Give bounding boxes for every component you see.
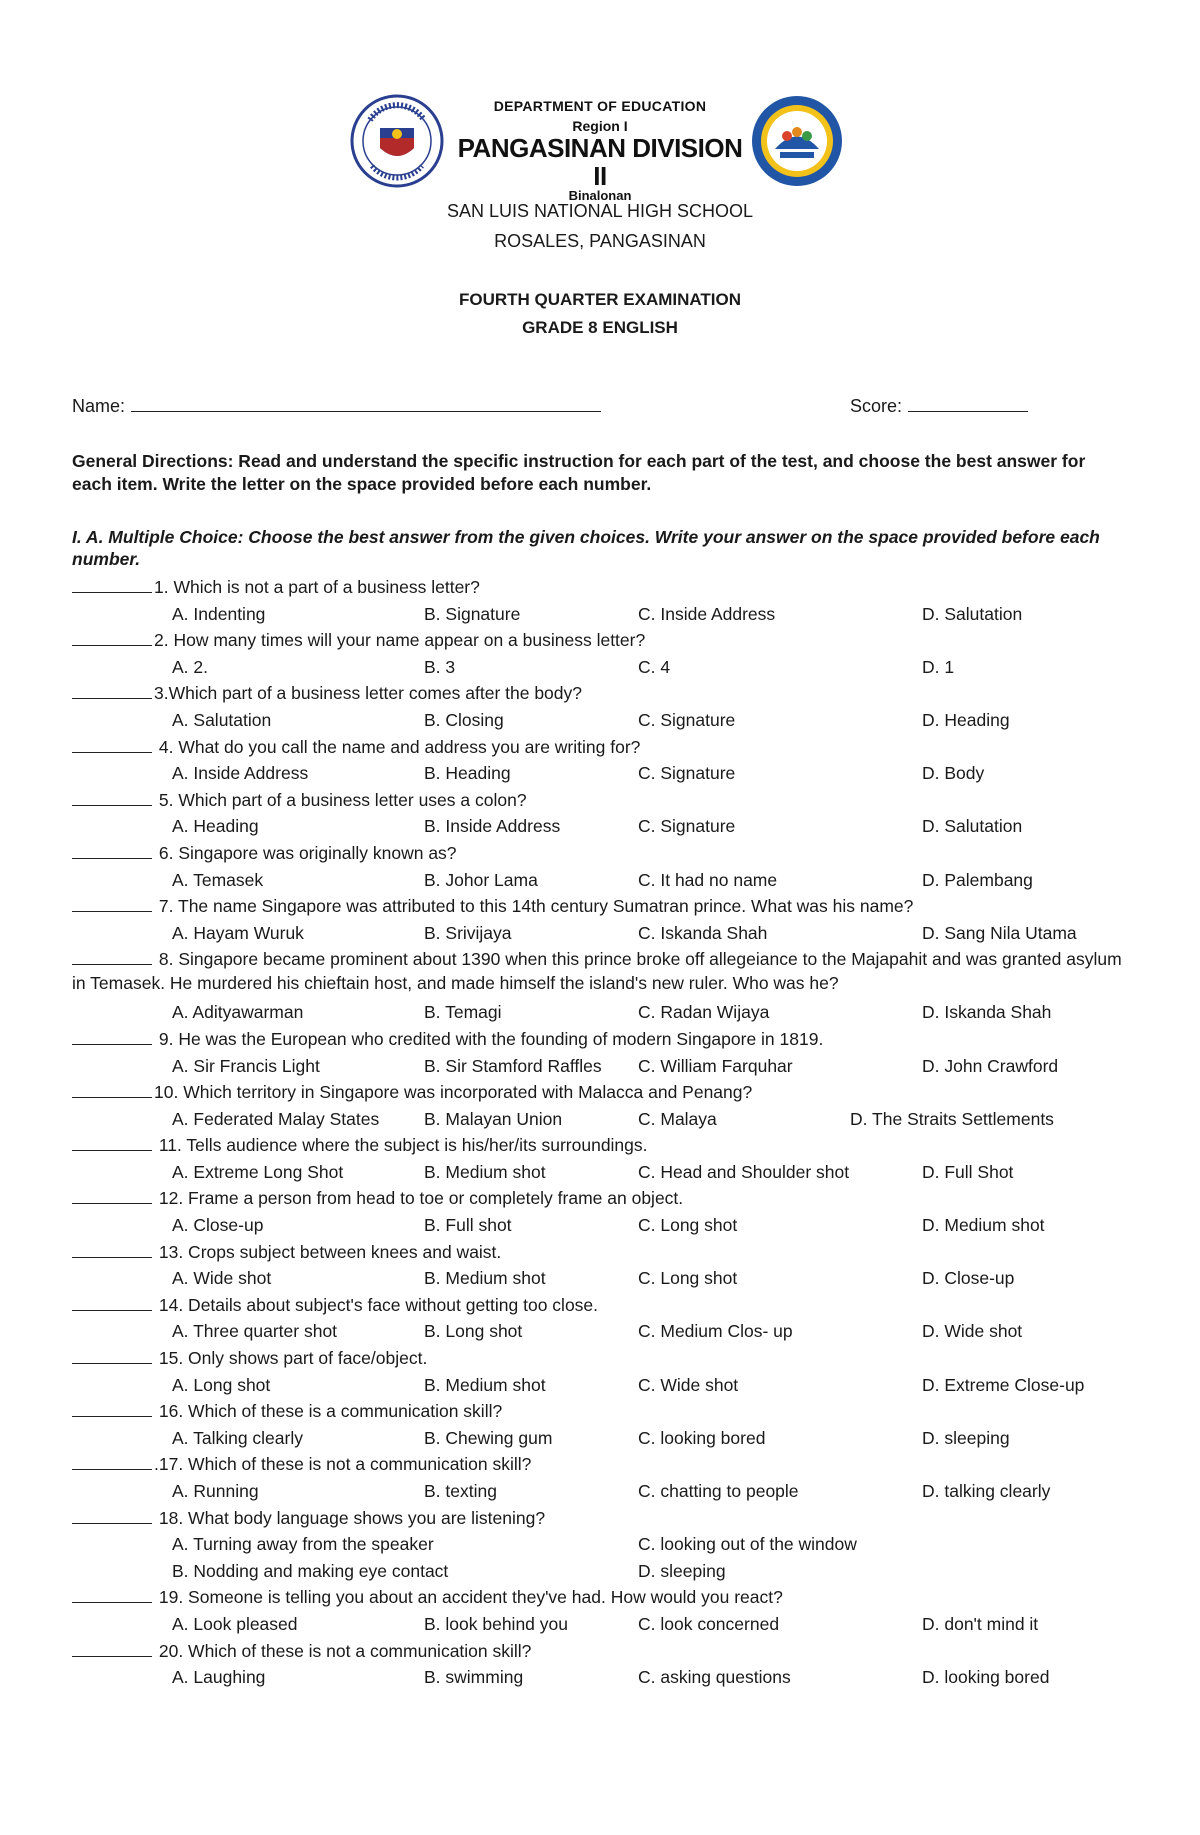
- department-name: DEPARTMENT OF EDUCATION: [493, 98, 707, 114]
- section-title: I. A. Multiple Choice: Choose the best answer from the given choices. Write your answer on the space provided before each number.: [72, 527, 1100, 569]
- option-d: D. Wide shot: [922, 1321, 1023, 1342]
- option-d: D. looking bored: [922, 1667, 1050, 1688]
- options-row: [72, 654, 1132, 681]
- option-a: A. 2.: [172, 656, 208, 677]
- option-b: B. Johor Lama: [424, 869, 538, 890]
- question-item: [72, 574, 1132, 601]
- option-d: D. sleeping: [922, 1427, 1010, 1448]
- region-name: Region I: [572, 118, 628, 134]
- answer-blank[interactable]: [72, 1239, 152, 1258]
- option-c: C. looking bored: [638, 1427, 766, 1448]
- question-text: 16. Which of these is a communication skill?: [154, 1401, 503, 1422]
- deped-seal-icon: [350, 94, 444, 188]
- option-c: C. Radan Wijaya: [638, 1002, 770, 1023]
- question-text: 19. Someone is telling you about an accident they've had. How would you react?: [154, 1587, 783, 1608]
- question-text: 20. Which of these is not a communication skill?: [154, 1640, 532, 1661]
- answer-blank[interactable]: [72, 1584, 152, 1603]
- option-c: C. Head and Shoulder shot: [638, 1161, 850, 1182]
- answer-blank[interactable]: [72, 1505, 152, 1524]
- options-row: [72, 1664, 1132, 1691]
- question-item: [72, 1239, 1132, 1266]
- question-text: 18. What body language shows you are listening?: [154, 1507, 546, 1528]
- answer-blank[interactable]: [72, 893, 152, 912]
- option-d: D. Full Shot: [922, 1161, 1014, 1182]
- town-name: Binalonan: [568, 188, 632, 203]
- question-text: 4. What do you call the name and address you are writing for?: [154, 736, 641, 757]
- answer-blank[interactable]: [72, 840, 152, 859]
- option-a: A. Turning away from the speaker: [172, 1534, 434, 1555]
- answer-blank[interactable]: [72, 1451, 152, 1470]
- option-d: D. talking clearly: [922, 1481, 1051, 1501]
- answer-blank[interactable]: [72, 680, 152, 699]
- options-row: [72, 1611, 1132, 1638]
- options-row: [72, 601, 1132, 628]
- option-b: B. Temagi: [424, 1002, 502, 1023]
- option-c: C. Malaya: [638, 1108, 717, 1129]
- option-a: A. Look pleased: [172, 1613, 298, 1634]
- question-item: [72, 1584, 1132, 1611]
- options-row: [72, 1212, 1132, 1239]
- option-c: C. looking out of the window: [638, 1534, 857, 1555]
- option-b: B. Chewing gum: [424, 1427, 553, 1448]
- answer-blank[interactable]: [72, 1292, 152, 1311]
- option-d: D. Iskanda Shah: [922, 1002, 1052, 1023]
- question-item: [72, 1132, 1132, 1159]
- question-text: 8. Singapore became prominent about 1390 when this prince broke off allegeiance to the Majapahit and was granted asylum in Temasek. He murdered his chieftain host, and made himself the island's new ruler. Who was he?: [72, 949, 1122, 994]
- options-row: [72, 867, 1132, 894]
- option-b: B. Nodding and making eye contact: [172, 1560, 449, 1581]
- options-row: [72, 1053, 1132, 1080]
- option-c: C. Long shot: [638, 1268, 738, 1289]
- option-b: B. look behind you: [424, 1613, 568, 1634]
- option-b: B. Closing: [424, 709, 504, 730]
- question-item: [72, 1638, 1132, 1665]
- options-row: [72, 1425, 1132, 1452]
- option-b: B. texting: [424, 1481, 497, 1501]
- options-row: [72, 1478, 1132, 1505]
- option-a: A. Wide shot: [172, 1268, 272, 1289]
- question-item: [72, 1079, 1132, 1106]
- options-row: [72, 707, 1132, 734]
- option-b: B. 3: [424, 656, 456, 677]
- option-a: A. Extreme Long Shot: [172, 1161, 344, 1182]
- question-item: [72, 1451, 1132, 1478]
- option-a: A. Inside Address: [172, 763, 309, 784]
- option-a: A. Adityawarman: [172, 1002, 304, 1023]
- answer-blank[interactable]: [72, 1185, 152, 1204]
- options-row: [72, 813, 1132, 840]
- question-text: 6. Singapore was originally known as?: [154, 842, 457, 863]
- answer-blank[interactable]: [72, 1026, 152, 1045]
- question-text: 1. Which is not a part of a business letter?: [154, 577, 480, 597]
- option-b: B. Medium shot: [424, 1374, 546, 1395]
- option-d: D. Sang Nila Utama: [922, 922, 1077, 943]
- option-d: D. Palembang: [922, 869, 1033, 890]
- option-c: C. It had no name: [638, 869, 778, 890]
- answer-blank[interactable]: [72, 787, 152, 806]
- score-label: Score:: [850, 396, 903, 416]
- division-name: PANGASINAN DIVISION II: [457, 133, 743, 191]
- general-directions: General Directions: Read and understand the specific instruction for each part of the test, and choose the best answer for each item. Write the letter on the space provided before each number.: [72, 451, 1086, 494]
- answer-blank[interactable]: [72, 734, 152, 753]
- answer-blank[interactable]: [72, 1398, 152, 1417]
- option-c: C. William Farquhar: [638, 1055, 793, 1076]
- answer-blank[interactable]: [72, 1345, 152, 1364]
- option-a: A. Three quarter shot: [172, 1321, 338, 1342]
- option-d: D. Salutation: [922, 816, 1023, 837]
- option-b: B. Malayan Union: [424, 1108, 563, 1129]
- question-text: 2. How many times will your name appear on a business letter?: [154, 630, 646, 651]
- option-b: B. Inside Address: [424, 816, 561, 837]
- question-item: [72, 680, 1132, 707]
- option-d: D. don't mind it: [922, 1613, 1039, 1634]
- question-text: 14. Details about subject's face without getting too close.: [154, 1294, 599, 1315]
- option-c: C. Medium Clos- up: [638, 1321, 793, 1342]
- option-d: D. Close-up: [922, 1268, 1015, 1289]
- question-item: [72, 840, 1132, 867]
- option-d: D. Heading: [922, 709, 1010, 730]
- option-d: D. Medium shot: [922, 1215, 1045, 1236]
- option-d: D. John Crawford: [922, 1055, 1059, 1076]
- name-field: [72, 396, 601, 417]
- question-item: [72, 1026, 1132, 1053]
- question-text: 11. Tells audience where the subject is his/her/its surroundings.: [154, 1135, 648, 1156]
- option-c: C. 4: [638, 656, 671, 677]
- question-item: [72, 1292, 1132, 1319]
- options-row: [72, 1265, 1132, 1292]
- options-row: [72, 760, 1132, 787]
- option-b: B. swimming: [424, 1667, 524, 1688]
- school-name: SAN LUIS NATIONAL HIGH SCHOOL: [446, 201, 754, 221]
- answer-blank[interactable]: [72, 946, 152, 965]
- option-a: A. Sir Francis Light: [172, 1055, 320, 1076]
- options-row: [72, 1372, 1132, 1399]
- option-a: A. Indenting: [172, 603, 266, 624]
- option-d: D. Body: [922, 763, 985, 784]
- question-text: 9. He was the European who credited with the founding of modern Singapore in 1819.: [154, 1028, 824, 1049]
- option-b: B. Sir Stamford Raffles: [424, 1055, 602, 1076]
- answer-blank[interactable]: [72, 1638, 152, 1657]
- option-a: A. Running: [172, 1481, 259, 1501]
- option-a: A. Federated Malay States: [172, 1108, 380, 1129]
- option-c: C. asking questions: [638, 1667, 791, 1688]
- option-c: C. chatting to people: [638, 1481, 799, 1501]
- department-heading: [450, 98, 750, 203]
- options-row: [72, 1531, 1132, 1558]
- option-d: D. 1: [922, 656, 955, 677]
- option-b: B. Full shot: [424, 1215, 512, 1236]
- option-a: A. Long shot: [172, 1374, 271, 1395]
- options-row: [72, 1558, 1132, 1585]
- option-a: A. Laughing: [172, 1667, 266, 1688]
- option-a: A. Close-up: [172, 1215, 264, 1236]
- option-d: D. The Straits Settlements: [850, 1108, 1054, 1129]
- option-d: D. Salutation: [922, 603, 1023, 624]
- exam-title: FOURTH QUARTER EXAMINATION: [458, 290, 742, 309]
- name-blank[interactable]: [131, 397, 601, 412]
- answer-blank[interactable]: [72, 1132, 152, 1151]
- name-label: Name:: [72, 396, 126, 416]
- question-item: [72, 787, 1132, 814]
- option-b: B. Signature: [424, 603, 521, 624]
- question-text: 10. Which territory in Singapore was incorporated with Malacca and Penang?: [154, 1082, 753, 1103]
- question-text: .17. Which of these is not a communication skill?: [154, 1454, 532, 1475]
- question-text: 7. The name Singapore was attributed to this 14th century Sumatran prince. What was his name?: [154, 896, 914, 917]
- answer-blank[interactable]: [72, 1079, 152, 1098]
- options-row: [72, 999, 1132, 1026]
- option-a: A. Talking clearly: [172, 1427, 303, 1448]
- option-c: C. Long shot: [638, 1215, 738, 1236]
- options-row: [72, 1318, 1132, 1345]
- question-item: [72, 1505, 1132, 1532]
- option-b: B. Medium shot: [424, 1268, 546, 1289]
- question-item: [72, 893, 1132, 920]
- score-field: [850, 396, 1028, 417]
- option-d: D. Extreme Close-up: [922, 1374, 1085, 1395]
- question-text: 12. Frame a person from head to toe or completely frame an object.: [154, 1188, 684, 1209]
- option-a: A. Temasek: [172, 869, 264, 890]
- option-c: C. Iskanda Shah: [638, 922, 768, 943]
- option-b: B. Heading: [424, 763, 511, 784]
- question-text: 15. Only shows part of face/object.: [154, 1348, 428, 1369]
- option-c: C. look concerned: [638, 1613, 780, 1634]
- option-c: C. Wide shot: [638, 1374, 739, 1395]
- option-b: B. Medium shot: [424, 1161, 546, 1182]
- question-text: 3.Which part of a business letter comes after the body?: [154, 683, 582, 704]
- question-list: [72, 574, 1132, 1691]
- answer-blank[interactable]: [72, 574, 152, 593]
- exam-grade: GRADE 8 ENGLISH: [522, 318, 678, 337]
- options-row: [72, 1159, 1132, 1186]
- options-row: [72, 920, 1132, 947]
- school-address: ROSALES, PANGASINAN: [494, 231, 706, 251]
- question-item: [72, 1185, 1132, 1212]
- letterhead: [0, 92, 1200, 203]
- question-item: [72, 734, 1132, 761]
- question-text: 13. Crops subject between knees and waist.: [154, 1241, 502, 1262]
- score-blank[interactable]: [908, 397, 1028, 412]
- option-b: B. Long shot: [424, 1321, 523, 1342]
- option-c: C. Signature: [638, 709, 736, 730]
- options-row: [72, 1106, 1132, 1133]
- question-item: [72, 1345, 1132, 1372]
- question-text: 5. Which part of a business letter uses a colon?: [154, 789, 527, 810]
- question-item: [72, 1398, 1132, 1425]
- question-item: [72, 627, 1132, 654]
- answer-blank[interactable]: [72, 627, 152, 646]
- option-b: B. Srivijaya: [424, 922, 512, 943]
- question-item: [72, 946, 1132, 999]
- option-c: C. Signature: [638, 763, 736, 784]
- option-c: C. Inside Address: [638, 603, 776, 624]
- option-a: A. Hayam Wuruk: [172, 922, 304, 943]
- option-a: A. Heading: [172, 816, 259, 837]
- option-a: A. Salutation: [172, 709, 272, 730]
- option-d: D. sleeping: [638, 1560, 726, 1581]
- option-c: C. Signature: [638, 816, 736, 837]
- division-seal-icon: [750, 94, 844, 188]
